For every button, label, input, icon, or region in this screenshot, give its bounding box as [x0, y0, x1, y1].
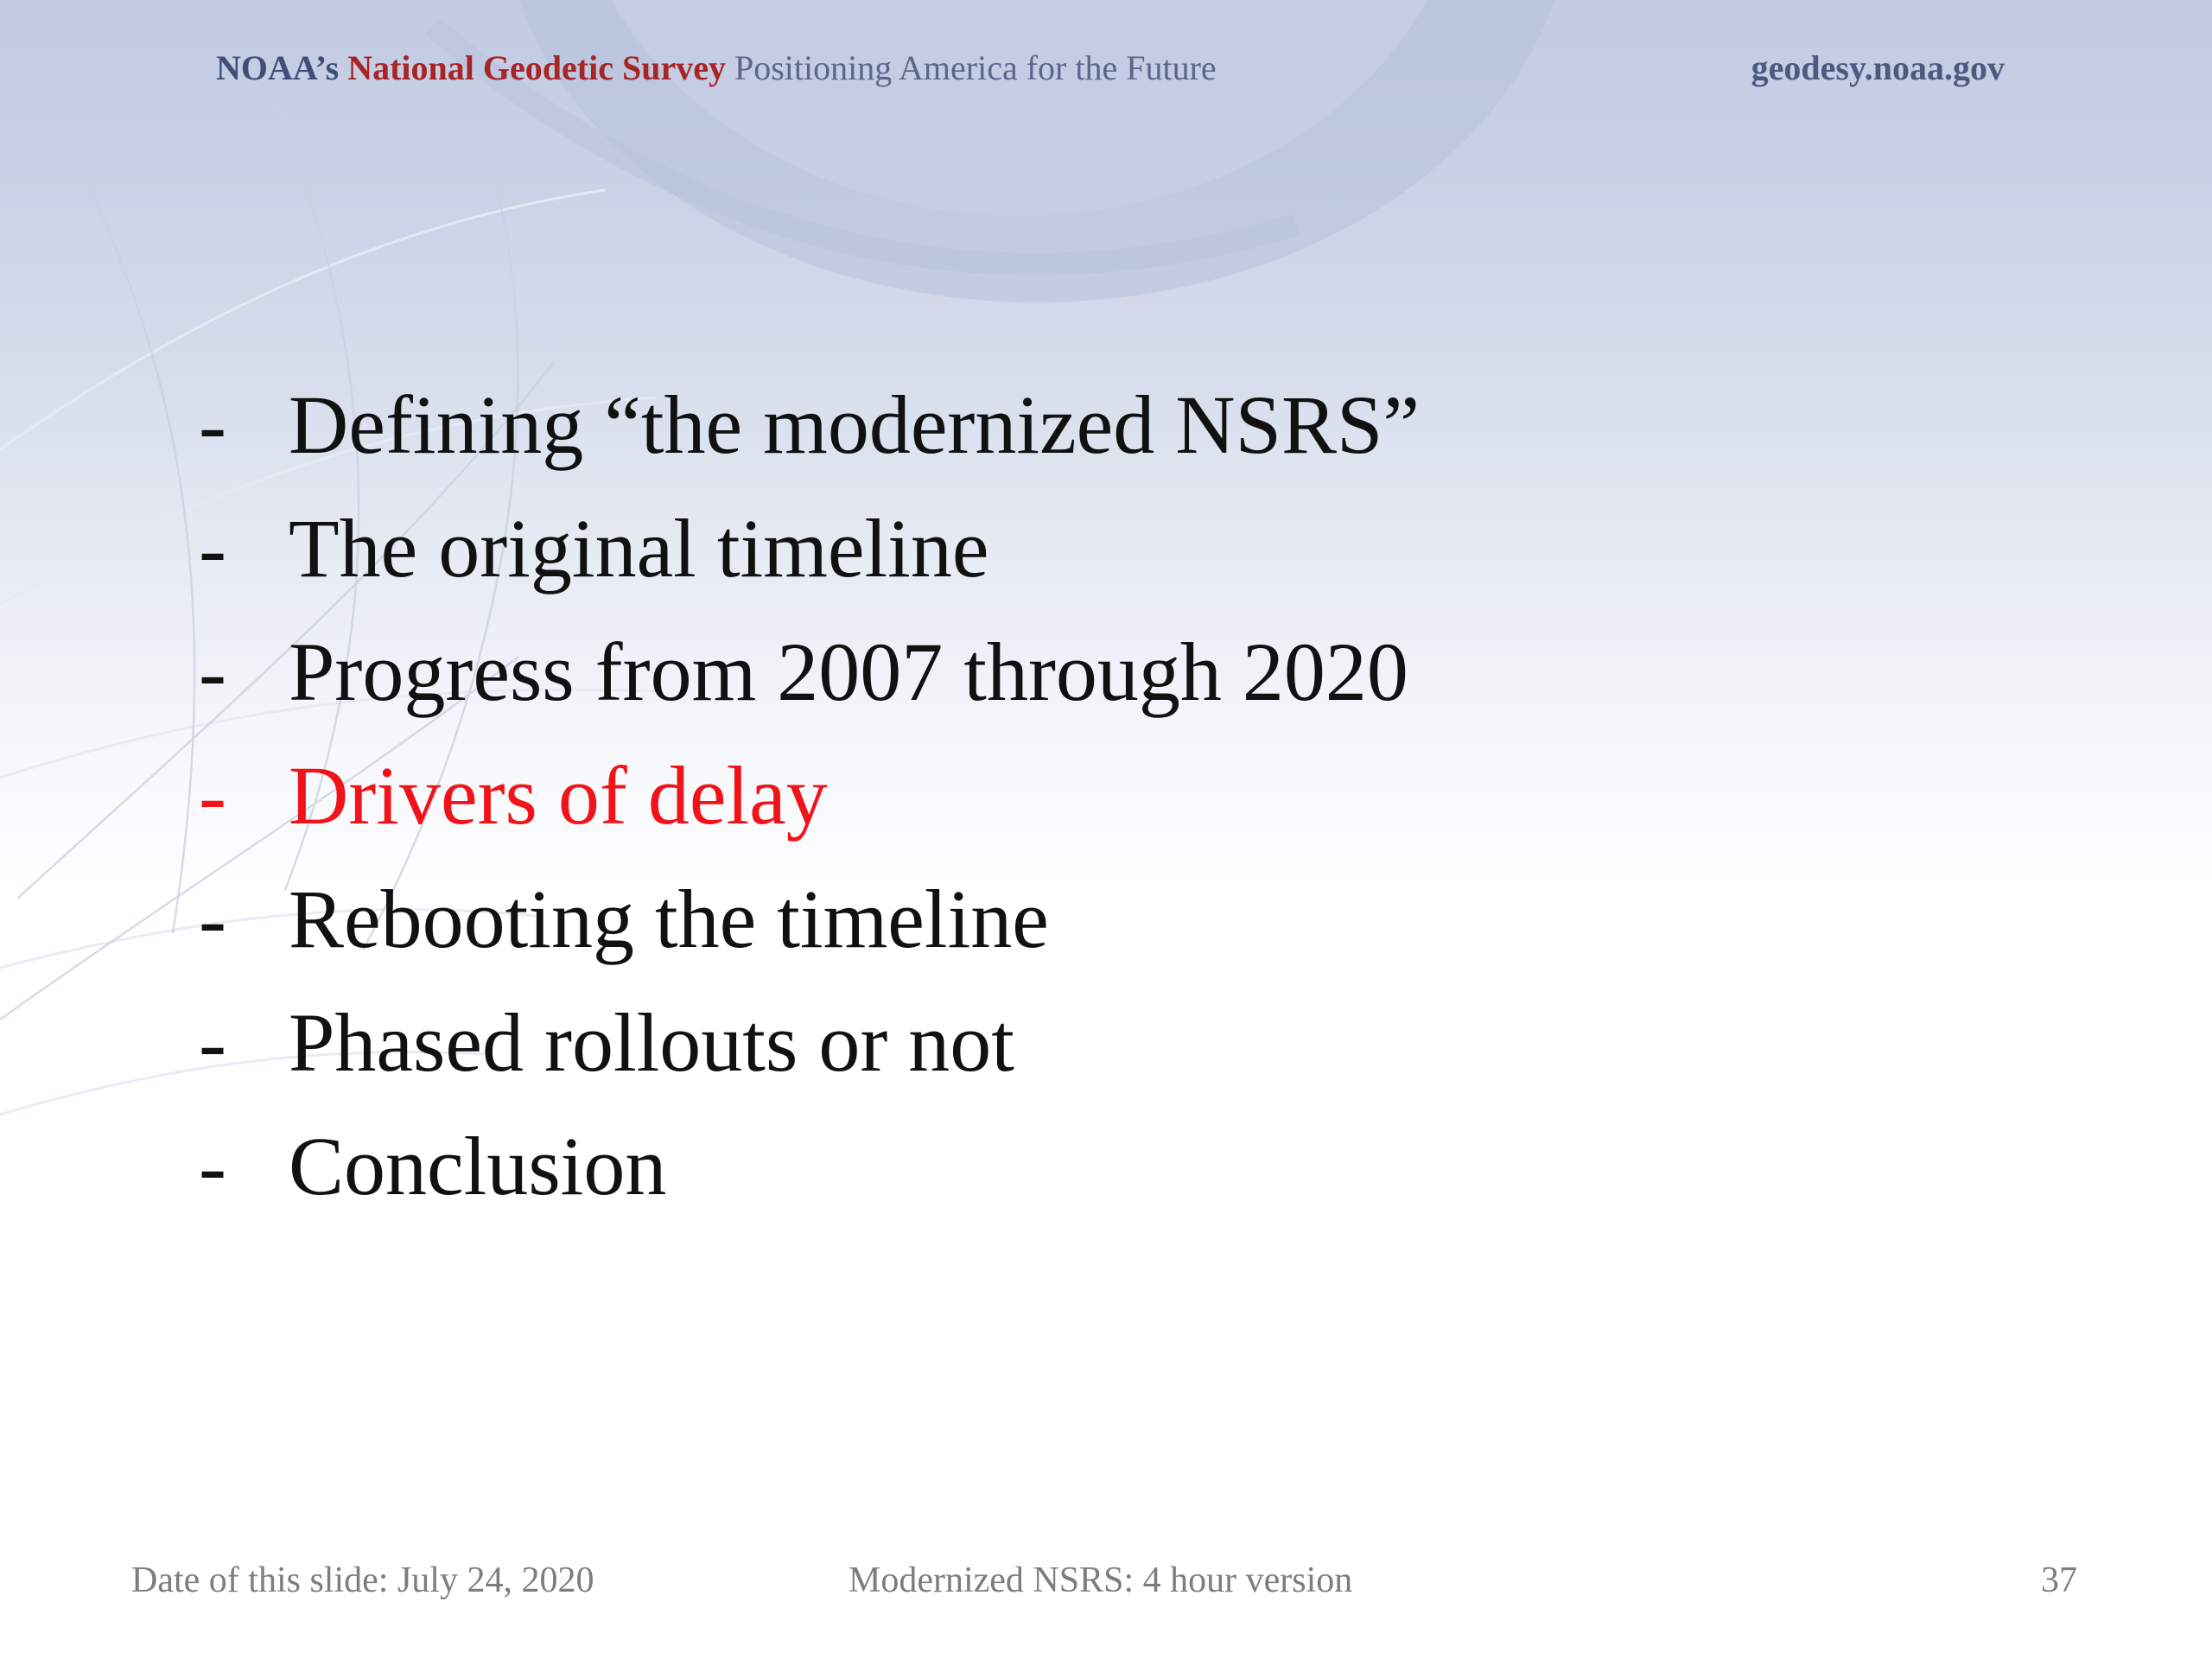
- agenda-item-label: Progress from 2007 through 2020: [289, 626, 1408, 718]
- agenda-item-label: The original timeline: [289, 502, 989, 594]
- agenda-item: [199, 1104, 1420, 1228]
- agenda-item: [199, 486, 1420, 610]
- agenda-item-current: [199, 734, 1420, 857]
- agenda-bullet: -: [199, 626, 226, 718]
- header-org-prefix: NOAA’s: [216, 48, 348, 87]
- header-website: geodesy.noaa.gov: [1751, 48, 2005, 87]
- agenda-bullet: -: [199, 502, 226, 594]
- agenda-item-label: Rebooting the timeline: [289, 873, 1049, 965]
- agenda-bullet: -: [199, 1120, 226, 1212]
- agenda-item: [199, 610, 1420, 734]
- header-org-name: National Geodetic Survey: [347, 48, 726, 87]
- agenda-bullet: -: [199, 996, 226, 1089]
- header-tagline: Positioning America for the Future: [725, 48, 1217, 87]
- agenda-bullet: -: [199, 749, 226, 842]
- header-branding: [216, 48, 1217, 88]
- footer-date: Date of this slide: July 24, 2020: [131, 1560, 594, 1600]
- slide-number: 37: [2041, 1560, 2077, 1600]
- footer-presentation-title: Modernized NSRS: 4 hour version: [849, 1560, 1353, 1600]
- slide-header: [216, 41, 2005, 93]
- agenda-list: [199, 363, 1420, 1228]
- agenda-item-label: Phased rollouts or not: [289, 996, 1014, 1089]
- agenda-item: [199, 981, 1420, 1104]
- agenda-item: [199, 857, 1420, 981]
- agenda-item-label: Defining “the modernized NSRS”: [289, 378, 1421, 471]
- agenda-item-label: Drivers of delay: [289, 749, 828, 842]
- agenda-bullet: -: [199, 378, 226, 471]
- agenda-item-label: Conclusion: [289, 1120, 667, 1212]
- agenda-bullet: -: [199, 873, 226, 965]
- agenda-item: [199, 363, 1420, 486]
